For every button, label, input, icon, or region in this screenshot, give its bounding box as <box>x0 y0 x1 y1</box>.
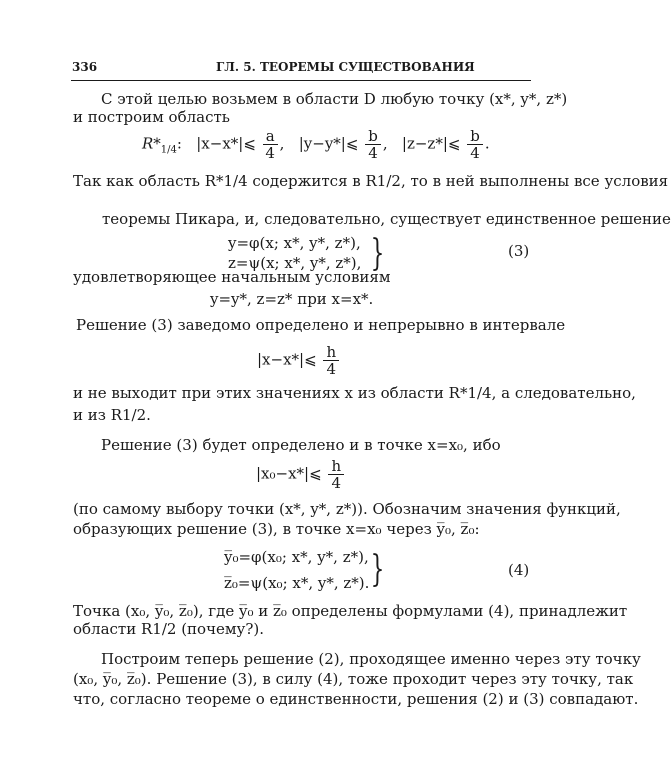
fraction-denominator: 4 <box>265 144 275 162</box>
paragraph-8-line-1: Точка (x₀, y̅₀, z̅₀), где y̅₀ и z̅₀ определены формулами (4), принадлежит <box>73 602 628 620</box>
paragraph-7-line-1: (по самому выбору точки (x*, y*, z*)). Обозначим значения функций, <box>73 500 621 518</box>
paragraph-1-line-1: С этой целью возьмем в области D любую точку (x*, y*, z*) <box>101 90 568 108</box>
paragraph-9-line-3: что, согласно теореме о единственности, решения (2) и (3) совпадают. <box>73 690 639 708</box>
region-symbol: R* <box>142 134 161 153</box>
fraction-numerator: a <box>263 128 278 145</box>
equation-4-line-2: z̅₀=ψ(x₀; x*, y*, z*). <box>224 574 370 592</box>
fraction-b-4-z <box>467 128 483 161</box>
equation-3-brace: } <box>370 233 385 274</box>
equation-4-brace: } <box>370 549 385 590</box>
equation-region: $R*_{1/4}$: |x−x*|⩽ $\frac{a}{4}$ , |y−y*|⩽ $\frac{b}{4}$ , |z−z*|⩽ $\frac{b}{4}$ . <box>142 127 490 162</box>
fraction-denominator: 4 <box>326 360 337 378</box>
fraction-numerator: b <box>467 128 483 145</box>
paragraph-2-line-1: Так как область R*1/4 содержится в R1/2, то в ней выполнены все условия <box>73 172 669 190</box>
equation-4-number: (4) <box>508 561 530 579</box>
equation-interval <box>257 344 341 377</box>
fraction-numerator: h <box>328 458 344 475</box>
header-rule <box>71 80 531 81</box>
equation-3-line-1: y=φ(x; x*, y*, z*), <box>228 234 361 252</box>
equation-3-line-2: z=ψ(x; x*, y*, z*), <box>228 254 362 272</box>
paragraph-1-line-2: и построим область <box>73 108 230 126</box>
fraction-h-4 <box>323 344 339 377</box>
fraction-numerator: h <box>323 344 339 361</box>
paragraph-7-line-2: образующих решение (3), в точке x=x₀ через y̅₀, z̅₀: <box>73 520 480 538</box>
region-z-bound: |z−z*|⩽ <box>401 134 461 153</box>
equation-4-line-1: y̅₀=φ(x₀; x*, y*, z*), <box>224 548 369 566</box>
interval-lhs: |x−x*|⩽ <box>257 350 317 369</box>
region-subscript: 1/4 <box>160 144 177 156</box>
paragraph-8-line-2: области R1/2 (почему?). <box>73 620 265 638</box>
region-x-bound: |x−x*|⩽ <box>196 134 256 153</box>
page-number: 336 <box>72 60 98 74</box>
equation-3-number: (3) <box>508 242 530 260</box>
paragraph-6: Решение (3) будет определено и в точке x=x₀, ибо <box>101 436 501 454</box>
fraction-denominator: 4 <box>470 144 480 162</box>
paragraph-5-line-1: и не выходит при этих значениях x из области R*1/4, а следовательно, <box>73 384 636 402</box>
paragraph-4: Решение (3) заведомо определено и непрерывно в интервале <box>76 316 566 334</box>
equation-initial-conditions: y=y*, z=z* при x=x*. <box>210 290 374 308</box>
paragraph-9-line-1: Построим теперь решение (2), проходящее именно через эту точку <box>101 650 641 668</box>
paragraph-2-line-2: теоремы Пикара, и, следовательно, существует единственное решение <box>102 210 671 228</box>
fraction-b-4-y <box>365 128 381 161</box>
paragraph-5-line-2: и из R1/2. <box>73 406 151 424</box>
equation-x0 <box>256 458 346 491</box>
fraction-a-4 <box>263 128 278 161</box>
paragraph-9-line-2: (x₀, y̅₀, z̅₀). Решение (3), в силу (4), тоже проходит через эту точку, так <box>73 670 634 688</box>
x0-lhs: |x₀−x*|⩽ <box>256 464 322 483</box>
fraction-denominator: 4 <box>368 144 378 162</box>
fraction-denominator: 4 <box>331 474 342 492</box>
paragraph-3: удовлетворяющее начальным условиям <box>73 268 391 286</box>
running-title: ГЛ. 5. ТЕОРЕМЫ СУЩЕСТВОВАНИЯ <box>216 60 475 74</box>
fraction-h-4-x0 <box>328 458 344 491</box>
fraction-numerator: b <box>365 128 381 145</box>
region-y-bound: |y−y*|⩽ <box>298 134 359 153</box>
